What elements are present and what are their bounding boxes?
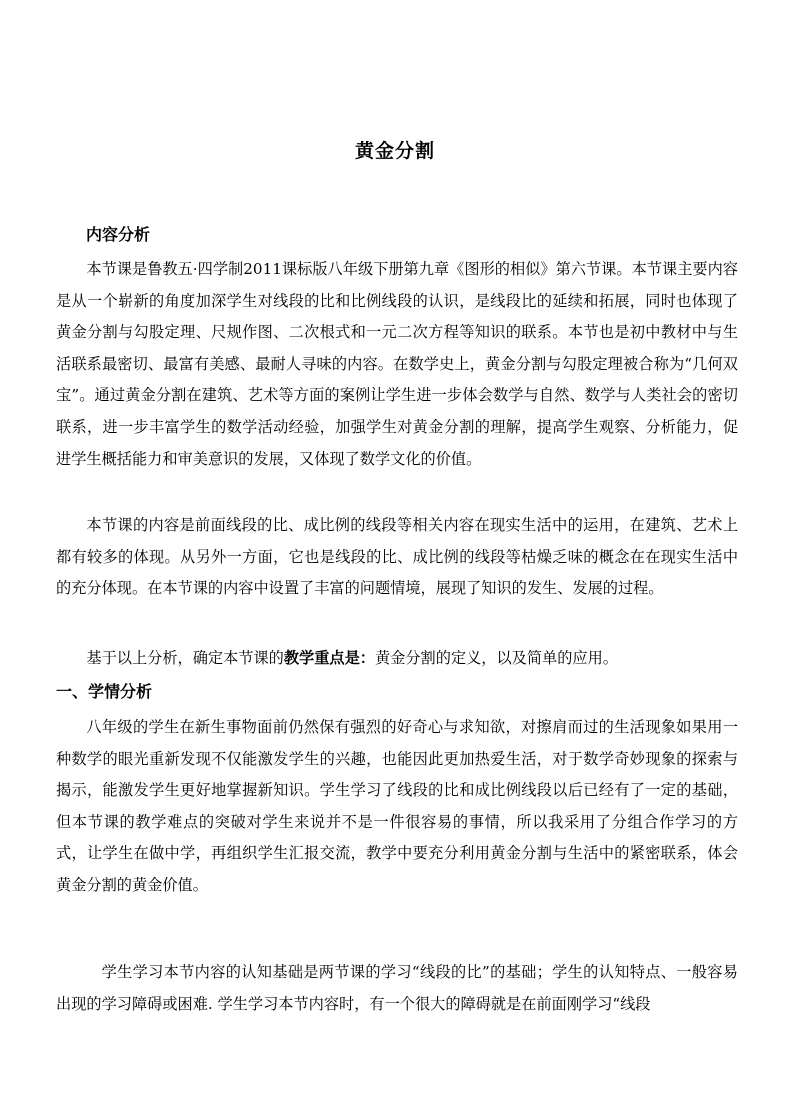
section-heading-content-analysis: 内容分析 (86, 225, 151, 244)
content-analysis-paragraph-3 (56, 643, 738, 675)
key-point-text: 黄金分割的定义，以及简单的应用。 (374, 649, 618, 667)
section-heading-learner-analysis: 一、学情分析 (56, 682, 153, 701)
content-analysis-paragraph-1: 本节课是鲁教五·四学制2011课标版八年级下册第九章《图形的相似》第六节课。本节课主要内容是从一个崭新的角度加深学生对线段的比和比例线段的认识，是线段比的延续和拓展，同时也体现了黄金分割与勾股定理、尺规作图、二次根式和一元二次方程等知识的联系。本节也是初中教材中与生活联系最密切、最富有美感、最耐人寻味的内容。在数学史上，黄金分割与勾股定理被合称为“几何双宝”。通过黄金分割在建筑、艺术等方面的案例让学生进一步体会数学与自然、数学与人类社会的密切联系，进一步丰富学生的数学活动经验，加强学生对黄金分割的理解，提高学生观察、分析能力，促进学生概括能力和审美意识的发展，又体现了数学文化的价值。 (56, 260, 738, 468)
learner-analysis-paragraph-2: 学生学习本节内容的认知基础是两节课的学习“线段的比”的基础；学生的认知特点、一般容易出现的学习障碍或困难. 学生学习本节内容时，有一个很大的障碍就是在前面刚学习“线段 (56, 963, 738, 1013)
key-point-label: 教学重点是： (283, 649, 375, 667)
key-point-prefix: 基于以上分析，确定本节课的 (86, 649, 284, 667)
document-title: 黄金分割 (354, 140, 435, 162)
learner-analysis-paragraph-1: 八年级的学生在新生事物面前仍然保有强烈的好奇心与求知欲，对擦肩而过的生活现象如果用一种数学的眼光重新发现不仅能激发学生的兴趣，也能因此更加热爱生活，对于数学奇妙现象的探索与揭示，能激发学生更好地掌握新知识。学生学习了线段的比和成比例线段以后已经有了一定的基础，但本节课的教学难点的突破对学生来说并不是一件很容易的事情，所以我采用了分组合作学习的方式，让学生在做中学，再组织学生汇报交流，教学中要充分利用黄金分割与生活中的紧密联系，体会黄金分割的黄金价值。 (56, 718, 738, 894)
content-analysis-paragraph-2: 本节课的内容是前面线段的比、成比例的线段等相关内容在现实生活中的运用，在建筑、艺术上都有较多的体现。从另外一方面，它也是线段的比、成比例的线段等枯燥乏味的概念在在现实生活中的充分体现。在本节课的内容中设置了丰富的问题情境，展现了知识的发生、发展的过程。 (56, 516, 738, 598)
